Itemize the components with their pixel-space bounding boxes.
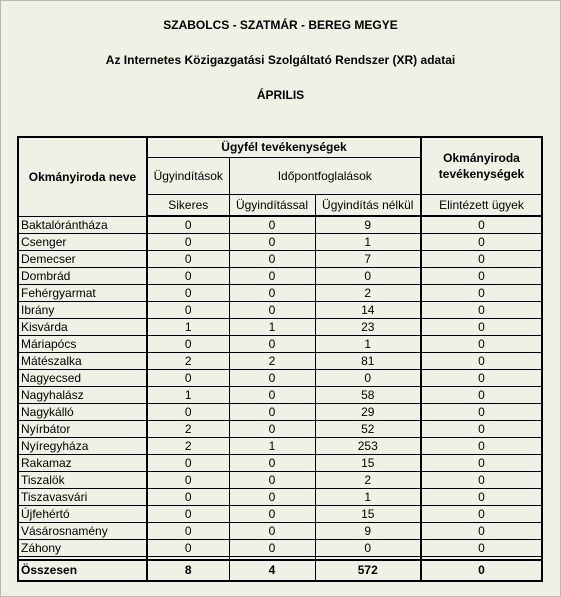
success-cell: 0 [147,285,229,302]
with-case-cell: 0 [229,404,315,421]
done-cell: 0 [421,370,542,387]
success-cell: 2 [147,421,229,438]
with-case-cell: 0 [229,251,315,268]
with-case-cell: 0 [229,540,315,557]
total-with-case: 4 [229,560,315,581]
table-row [18,540,542,557]
header-office-name: Okmányiroda neve [18,137,147,216]
office-name-cell: Vásárosnamény [18,523,147,540]
header-cases: Ügyindítások [147,158,229,195]
table-row [18,387,542,404]
success-cell: 0 [147,268,229,285]
without-case-cell: 52 [315,421,421,438]
without-case-cell: 29 [315,404,421,421]
done-cell: 0 [421,404,542,421]
with-case-cell: 0 [229,302,315,319]
month-title: ÁPRILIS [256,88,305,102]
table-row [18,251,542,268]
office-name-cell: Ibrány [18,302,147,319]
without-case-cell: 81 [315,353,421,370]
statistics-table [17,136,543,582]
table-row [18,472,542,489]
table-row [18,319,542,336]
done-cell: 0 [421,302,542,319]
total-done: 0 [421,560,542,581]
success-cell: 0 [147,404,229,421]
total-row [18,560,542,581]
with-case-cell: 0 [229,489,315,506]
done-cell: 0 [421,353,542,370]
office-name-cell: Tiszalök [18,472,147,489]
done-cell: 0 [421,387,542,404]
table-row [18,421,542,438]
table-row [18,455,542,472]
header-success: Sikeres [147,195,229,217]
with-case-cell: 1 [229,319,315,336]
office-name-cell: Nagyhalász [18,387,147,404]
county-title: SZABOLCS - SZATMÁR - BEREG MEGYE [163,18,398,32]
header-with-case: Ügyindítással [229,195,315,217]
done-cell: 0 [421,489,542,506]
with-case-cell: 0 [229,268,315,285]
success-cell: 0 [147,336,229,353]
header-appointments: Időpontfoglalások [229,158,421,195]
with-case-cell: 0 [229,421,315,438]
done-cell: 0 [421,234,542,251]
success-cell: 0 [147,455,229,472]
without-case-cell: 2 [315,285,421,302]
with-case-cell: 0 [229,472,315,489]
done-cell: 0 [421,336,542,353]
success-cell: 0 [147,540,229,557]
without-case-cell: 15 [315,506,421,523]
without-case-cell: 0 [315,370,421,387]
without-case-cell: 7 [315,251,421,268]
done-cell: 0 [421,506,542,523]
with-case-cell: 0 [229,234,315,251]
success-cell: 1 [147,319,229,336]
office-name-cell: Nyírbátor [18,421,147,438]
with-case-cell: 0 [229,387,315,404]
with-case-cell: 1 [229,438,315,455]
table-row [18,370,542,387]
table-row [18,438,542,455]
office-name-cell: Nagykálló [18,404,147,421]
with-case-cell: 0 [229,285,315,302]
with-case-cell: 0 [229,336,315,353]
success-cell: 2 [147,353,229,370]
without-case-cell: 0 [315,268,421,285]
table-row [18,353,542,370]
with-case-cell: 0 [229,506,315,523]
total-without-case: 572 [315,560,421,581]
success-cell: 1 [147,387,229,404]
with-case-cell: 0 [229,455,315,472]
success-cell: 0 [147,234,229,251]
office-name-cell: Kisvárda [18,319,147,336]
with-case-cell: 0 [229,523,315,540]
done-cell: 0 [421,268,542,285]
without-case-cell: 0 [315,540,421,557]
report-subtitle: Az Internetes Közigazgatási Szolgáltató Rendszer (XR) adatai [105,53,456,67]
table-row [18,404,542,421]
done-cell: 0 [421,455,542,472]
table-row [18,285,542,302]
success-cell: 0 [147,523,229,540]
office-name-cell: Csenger [18,234,147,251]
without-case-cell: 1 [315,336,421,353]
table-row [18,234,542,251]
office-name-cell: Nyíregyháza [18,438,147,455]
done-cell: 0 [421,523,542,540]
without-case-cell: 1 [315,489,421,506]
success-cell: 0 [147,370,229,387]
without-case-cell: 253 [315,438,421,455]
office-name-cell: Máriapócs [18,336,147,353]
done-cell: 0 [421,285,542,302]
without-case-cell: 15 [315,455,421,472]
office-name-cell: Nagyecsed [18,370,147,387]
office-name-cell: Rakamaz [18,455,147,472]
office-name-cell: Dombrád [18,268,147,285]
total-success: 8 [147,560,229,581]
table-row [18,216,542,234]
success-cell: 0 [147,302,229,319]
done-cell: 0 [421,216,542,234]
success-cell: 0 [147,506,229,523]
without-case-cell: 9 [315,523,421,540]
done-cell: 0 [421,540,542,557]
done-cell: 0 [421,319,542,336]
table-row [18,506,542,523]
office-name-cell: Tiszavasvári [18,489,147,506]
header-without-case: Ügyindítás nélkül [315,195,421,217]
office-name-cell: Baktalórántháza [18,216,147,234]
success-cell: 0 [147,472,229,489]
without-case-cell: 58 [315,387,421,404]
done-cell: 0 [421,472,542,489]
total-label: Összesen [18,560,147,581]
table-row [18,523,542,540]
success-cell: 0 [147,216,229,234]
done-cell: 0 [421,251,542,268]
success-cell: 2 [147,438,229,455]
with-case-cell: 2 [229,353,315,370]
without-case-cell: 1 [315,234,421,251]
header-office-activities: Okmányiroda tevékenységek [421,137,542,195]
office-name-cell: Záhony [18,540,147,557]
table-row [18,302,542,319]
without-case-cell: 23 [315,319,421,336]
header-client-activities: Ügyfél tevékenységek [147,137,421,158]
done-cell: 0 [421,438,542,455]
office-name-cell: Mátészalka [18,353,147,370]
with-case-cell: 0 [229,370,315,387]
without-case-cell: 2 [315,472,421,489]
office-name-cell: Demecser [18,251,147,268]
without-case-cell: 14 [315,302,421,319]
success-cell: 0 [147,251,229,268]
success-cell: 0 [147,489,229,506]
office-name-cell: Újfehértó [18,506,147,523]
table-row [18,268,542,285]
without-case-cell: 9 [315,216,421,234]
office-name-cell: Fehérgyarmat [18,285,147,302]
table-row [18,336,542,353]
header-done: Elintézett ügyek [421,195,542,217]
done-cell: 0 [421,421,542,438]
table-row [18,489,542,506]
with-case-cell: 0 [229,216,315,234]
